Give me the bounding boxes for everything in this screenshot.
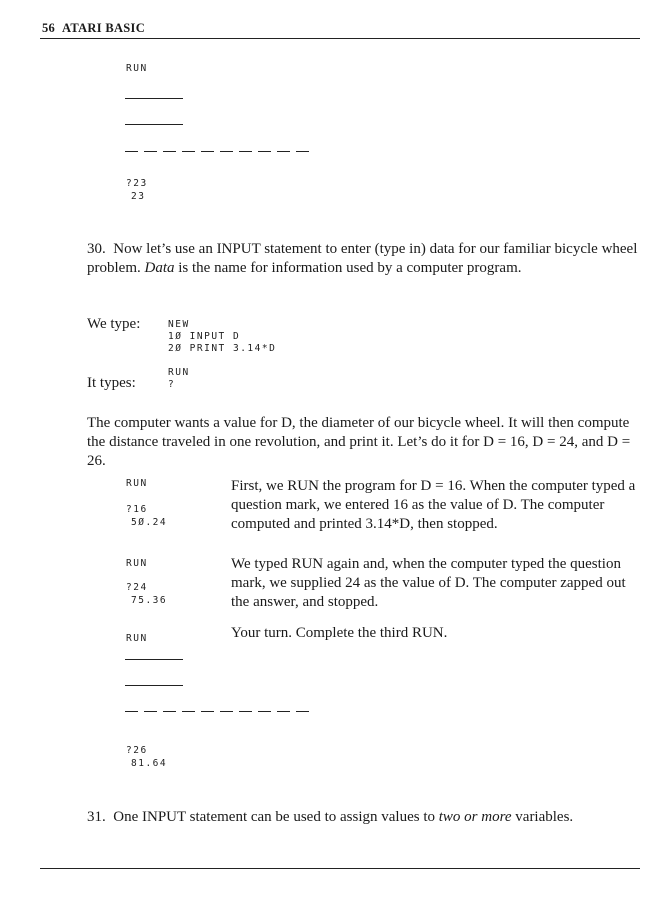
explanation-paragraph: The computer wants a value for D, the diameter of our bicycle wheel. It will then compute the distance traveled in one revolution, and print it. Let’s do it for D = 16, D = 24, and D = 26.	[87, 415, 631, 469]
section-number: 30.	[87, 241, 106, 257]
emphasis: Data	[144, 260, 175, 276]
page-number: 56	[42, 21, 56, 35]
header-rule	[40, 38, 640, 39]
we-type-label: We type:	[87, 316, 141, 332]
code-line: 2Ø PRINT 3.14*D	[168, 343, 277, 354]
output-value: 23	[131, 191, 146, 202]
input-prompt: ?26	[126, 745, 148, 756]
run-command: RUN	[126, 478, 148, 489]
section-30-paragraph: 30. Now let’s use an INPUT statement to enter (type in) data for our familiar bicycle wheel problem. Data is the name for information used by a computer program.	[87, 241, 638, 276]
input-prompt: ?16	[126, 504, 148, 515]
answer-blank	[125, 685, 183, 686]
run2-description: We typed RUN again and, when the computer typed the question mark, we supplied 24 as the value of D. The computer zapped out the answer, and stopped.	[231, 556, 626, 610]
book-title: ATARI BASIC	[61, 21, 146, 35]
output-value: 5Ø.24	[131, 517, 168, 528]
answer-blank	[125, 98, 183, 99]
section-number: 31.	[87, 809, 106, 825]
emphasis: two or more	[438, 809, 512, 825]
code-line: 1Ø INPUT D	[168, 331, 241, 342]
run-command: RUN	[126, 558, 148, 569]
run1-description: First, we RUN the program for D = 16. When the computer typed a question mark, we entered 16 as the value of D. The computer computed and printed 3.14*D, then stopped.	[231, 478, 636, 532]
answer-dashed-line	[125, 151, 309, 152]
output-value: 75.36	[131, 595, 168, 606]
answer-blank	[125, 659, 183, 660]
run-command: RUN	[168, 367, 190, 378]
run3-description: Your turn. Complete the third RUN.	[231, 625, 448, 641]
input-prompt: ?23	[126, 178, 148, 189]
output-value: 81.64	[131, 758, 168, 769]
answer-dashed-line	[125, 711, 309, 712]
run-command: RUN	[126, 633, 148, 644]
input-prompt: ?	[168, 379, 176, 390]
section-31-paragraph: 31. One INPUT statement can be used to assign values to two or more variables.	[87, 809, 574, 825]
run-command: RUN	[126, 63, 148, 74]
footer-rule	[40, 868, 640, 869]
input-prompt: ?24	[126, 582, 148, 593]
answer-blank	[125, 124, 183, 125]
running-header	[42, 21, 145, 36]
it-types-label: It types:	[87, 375, 136, 391]
code-line: NEW	[168, 319, 190, 330]
